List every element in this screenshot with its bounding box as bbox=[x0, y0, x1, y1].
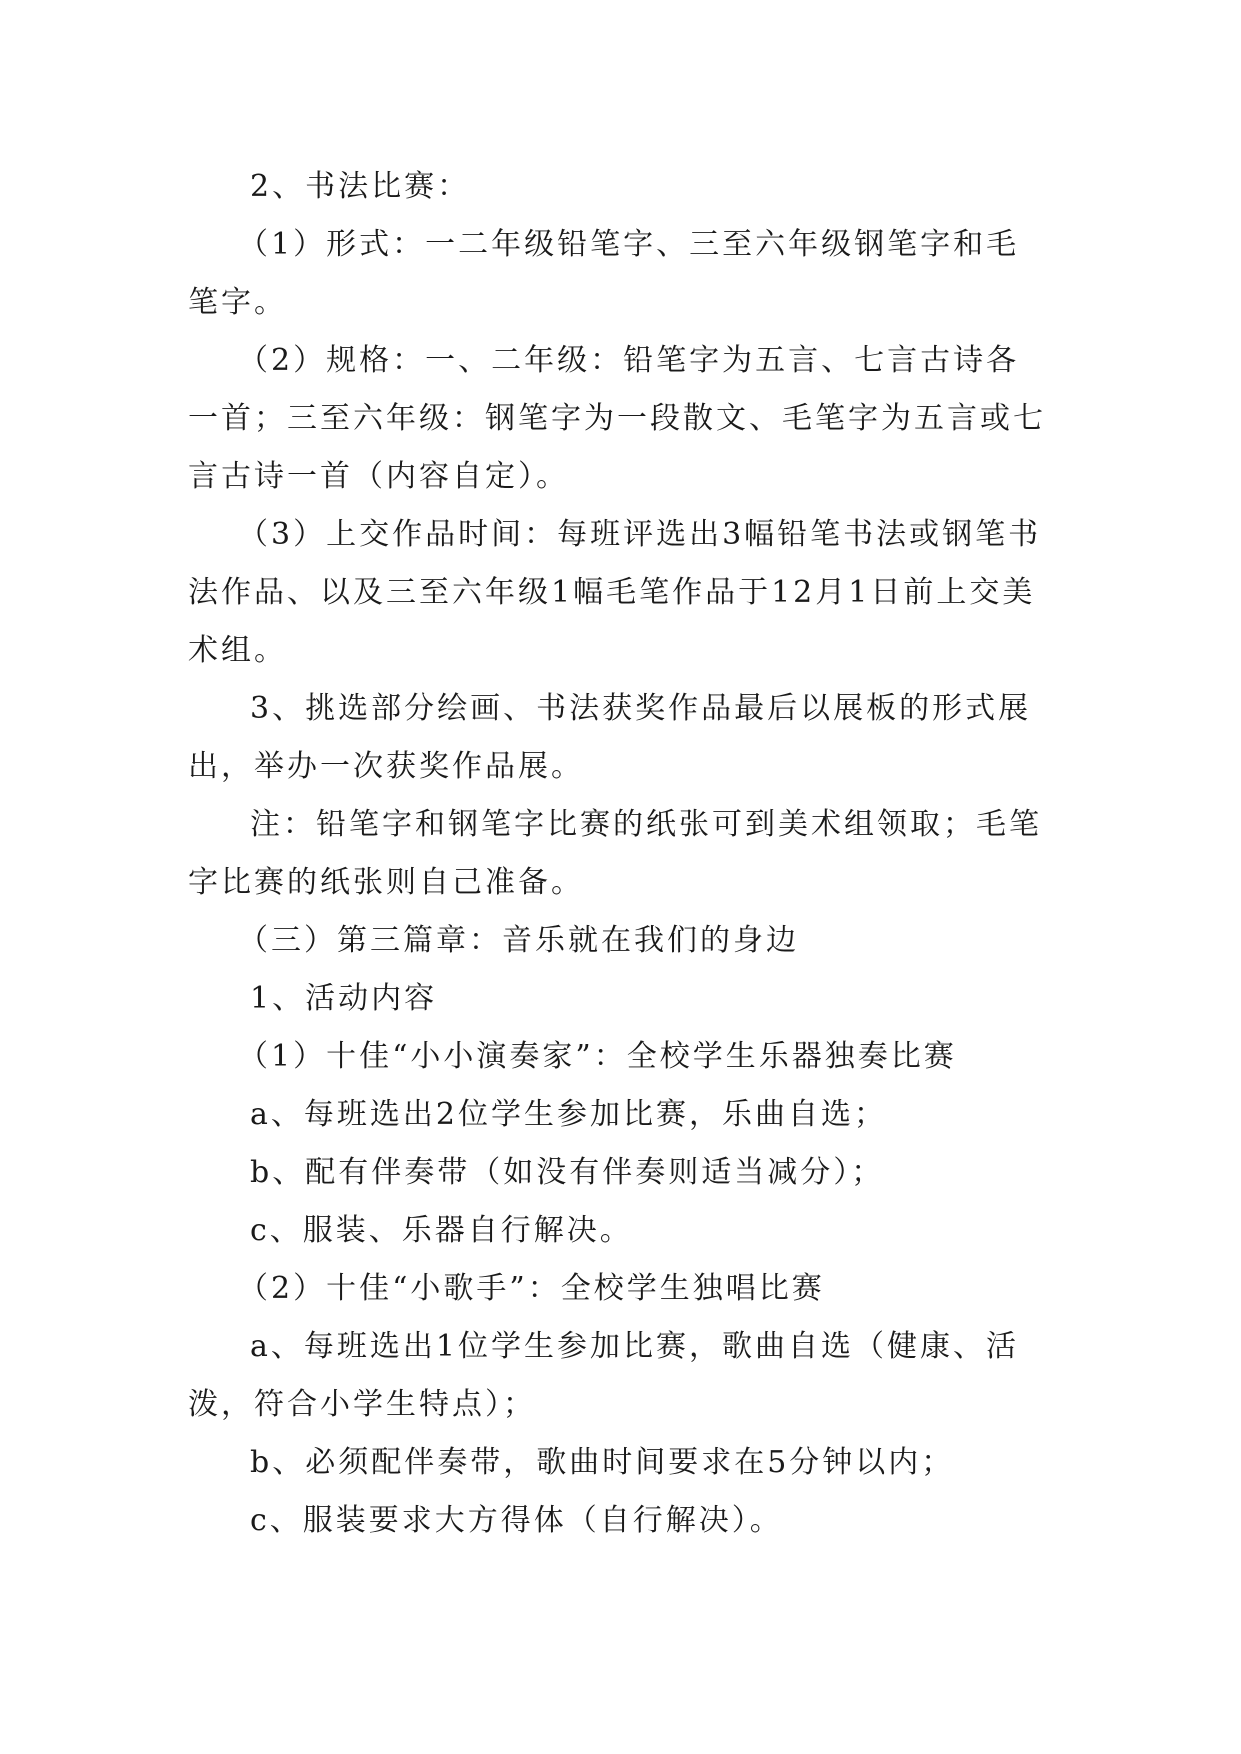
list-item: b、配有伴奏带（如没有伴奏则适当减分）； bbox=[250, 1155, 885, 1190]
list-item: c、服装要求大方得体（自行解决）。 bbox=[250, 1503, 783, 1538]
paragraph: 注：铅笔字和钢笔字比赛的纸张可到美术组领取；毛笔字比赛的纸张则自己准备。 bbox=[188, 807, 1042, 900]
paragraph: （2）规格：一、二年级：铅笔字为五言、七言古诗各一首；三至六年级：钢笔字为一段散文、毛笔字为五言或七言古诗一首（内容自定）。 bbox=[188, 343, 1046, 494]
document-body bbox=[188, 158, 1048, 1550]
paragraph: （1）形式：一二年级铅笔字、三至六年级钢笔字和毛笔字。 bbox=[188, 227, 1020, 320]
paragraph: （3）上交作品时间：每班评选出3幅铅笔书法或钢笔书法作品、以及三至六年级1幅毛笔作品于12月1日前上交美术组。 bbox=[188, 517, 1042, 668]
paragraph: （1）十佳“小小演奏家”：全校学生乐器独奏比赛 bbox=[238, 1039, 957, 1074]
list-item: a、每班选出1位学生参加比赛，歌曲自选（健康、活泼，符合小学生特点）； bbox=[188, 1329, 1019, 1422]
subsection-heading: 1、活动内容 bbox=[250, 981, 438, 1016]
section-heading: （三）第三篇章：音乐就在我们的身边 bbox=[238, 923, 799, 958]
list-item: b、必须配伴奏带，歌曲时间要求在5分钟以内； bbox=[250, 1445, 955, 1480]
list-item: c、服装、乐器自行解决。 bbox=[250, 1213, 633, 1248]
paragraph: 3、挑选部分绘画、书法获奖作品最后以展板的形式展出，举办一次获奖作品展。 bbox=[188, 691, 1032, 784]
paragraph: （2）十佳“小歌手”：全校学生独唱比赛 bbox=[238, 1271, 825, 1306]
list-item: a、每班选出2位学生参加比赛，乐曲自选； bbox=[250, 1097, 887, 1132]
paragraph: 2、书法比赛： bbox=[250, 169, 471, 204]
